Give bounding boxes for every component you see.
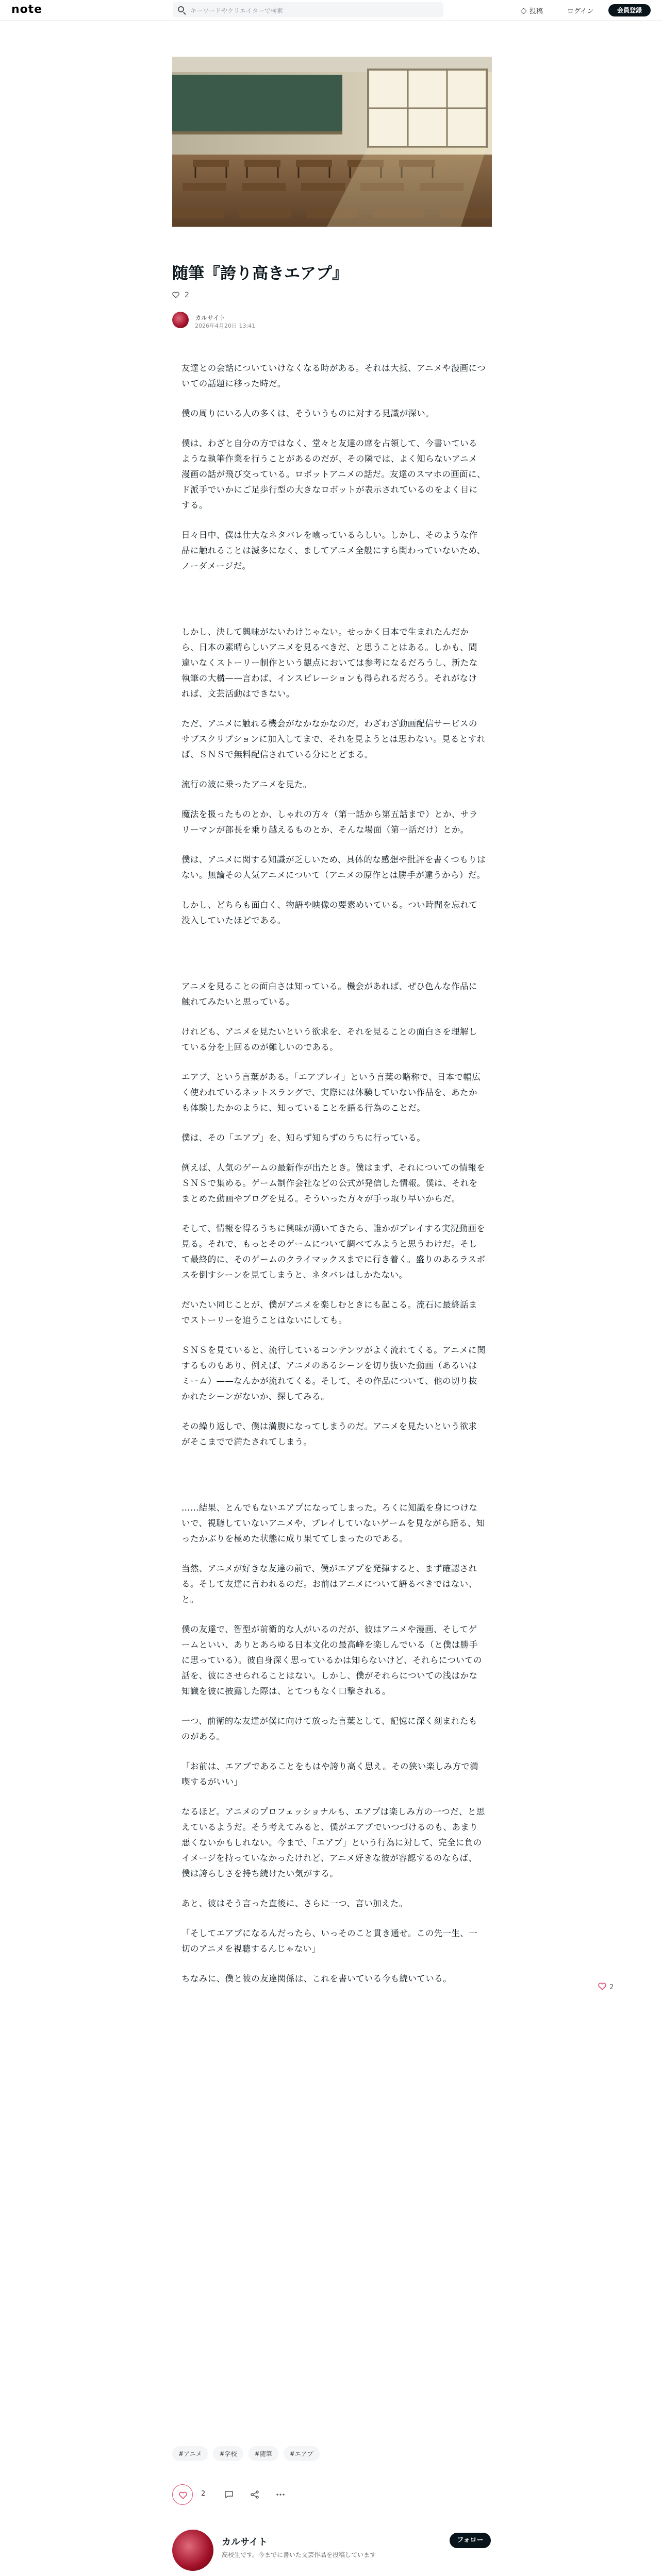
share-icon[interactable] — [250, 2489, 260, 2500]
section-break — [181, 588, 486, 624]
pen-icon — [520, 8, 526, 14]
paragraph: 流行の波に乗ったアニメを見た。 — [181, 779, 312, 789]
author-info[interactable] — [172, 312, 378, 329]
paragraph: ただ、アニメに触れる機会がなかなかなのだ。わざわざ動画配信サービスのサブスクリプションに加入してまで、それを見ようとは思わない。見るとすれば、ＳＮＳで無料配信されている分にとどまる。 — [181, 719, 486, 759]
paragraph: アニメを見ることの面白さは知っている。機会があれば、ぜひ色んな作品に触れてみたいと思っている。 — [181, 981, 477, 1007]
paragraph: 僕の友達で、智型が前衛的な人がいるのだが、彼はアニメや漫画、そしてゲームといい、ありとあらゆる日本文化の最高峰を楽しんでいる（と僕は勝手に思っている）。彼自身深く思っているかは知らないけど、それらについての話を、彼にさせられることはない。しかし、僕がそれらについての浅はかな知識を彼に披露した際は、とてつもなく口撃される。 — [181, 1624, 482, 1696]
paragraph: 僕は、アニメに関する知識が乏しいため、具体的な感想や批評を書くつもりはない。無論その人気アニメについて（アニメの原作とは勝手が違うから）だ。 — [181, 855, 486, 880]
paragraph: その繰り返しで、僕は満腹になってしまうのだ。アニメを見たいという欲求がそこまでで満たされてしまう。 — [181, 1421, 477, 1447]
paragraph: エアプ、という言葉がある。「エアプレイ」という言葉の略称で、日本で幅広く使われているネットスラングで、実際には体験していない作品を、あたかも体験したかのように、知っていることを語る行為のことだ。 — [181, 1072, 481, 1113]
creator-name[interactable]: カルサイト — [222, 2537, 268, 2548]
like-number: 2 — [185, 291, 189, 299]
heart-icon — [172, 292, 179, 298]
paragraph: 一つ、前衛的な友達が僕に向けて放った言葉として、記憶に深く刻まれたものがある。 — [181, 1716, 477, 1741]
hashtag[interactable]: #アニメ — [172, 2446, 208, 2461]
creator-avatar[interactable] — [172, 2530, 213, 2571]
paragraph: 当然、アニメが好きな友達の前で、僕がエアプを発揮すると、まず確認される。そして友達に言われるのだ。お前はアニメについて語るべきではない、と。 — [181, 1564, 477, 1604]
like-button[interactable] — [172, 2484, 193, 2505]
paragraph: 日々日中、僕は仕大なネタバレを喰っているらしい。しかし、そのような作品に触れることは滅多になく、ましてアニメ全般にすら関わっていないため、ノーダメージだ。 — [181, 530, 486, 571]
paragraph: なるほど。アニメのプロフェッショナルも、エアプは楽しみ方の一つだ、と思えているようだ。そう考えてみると、僕がエアプでいつづけるのも、あまり悪くないかもしれない。今まで、「エアプ」という行為に対して、完全に負のイメージを持っていなかったけれど、アニメ好きな彼が容認するのならば、僕は誇らしさを持ち続けたい気がする。 — [181, 1807, 485, 1878]
side-like-count: 2 — [609, 1984, 614, 1991]
paragraph: 「お前は、エアプであることをもはや誇り高く思え。その狭い楽しみ方で満喫するがいい」 — [181, 1761, 479, 1787]
hashtag[interactable]: #学校 — [213, 2446, 243, 2461]
paragraph: だいたい同じことが、僕がアニメを楽しむときにも起こる。流石に最終話までストーリーを追うことはないにしても。 — [181, 1300, 477, 1325]
like-count: 2 — [201, 2490, 206, 2498]
author-avatar[interactable] — [172, 312, 189, 328]
note-logo[interactable]: note — [11, 3, 43, 16]
paragraph: けれども、アニメを見たいという欲求を、それを見ることの面白さを理解している分を上回るのが難しいのである。 — [181, 1027, 477, 1052]
search-placeholder: キーワードやクリエイターで検索 — [190, 7, 283, 14]
paragraph: ＳＮＳを見ていると、流行しているコンテンツがよく流れてくる。アニメに関するものもあり、例えば、アニメのあるシーンを切り抜いた動画（あるいはミーム）——なんかが流れてくる。そして、その作品について、他の切り抜かれたシーンがないか、探してみる。 — [181, 1345, 486, 1401]
heart-icon — [179, 2492, 187, 2499]
paragraph: ちなみに、僕と彼の友達関係は、これを書いている今も続いている。 — [181, 1974, 452, 1984]
paragraph: 魔法を扱ったものとか、しゃれの方々（第一話から第五話まで）とか、サラリーマンが部長を乗り越えるものとか、そんな場面（第一話だけ）とか。 — [181, 809, 478, 835]
more-icon[interactable] — [275, 2489, 286, 2500]
post-label: 投稿 — [529, 8, 543, 15]
heart-icon — [598, 1982, 606, 1990]
post-button[interactable] — [521, 6, 543, 15]
side-like-button[interactable] — [598, 1982, 614, 1991]
login-button[interactable]: ログイン — [567, 8, 594, 15]
paragraph: 僕は、その「エアプ」を、知らず知らずのうちに行っている。 — [181, 1133, 426, 1143]
publish-date: 2026年4月20日 13:41 — [195, 323, 256, 329]
paragraph: そして、情報を得るうちに興味が湧いてきたら、誰かがプレイする実況動画を見る。それで、もっとそのゲームについて調べてみようと思うわけだ。そして最終的に、そのゲームのクライマックスまでに行き着く。盛りのあるラスボスを倒すシーンを見てしまうと、ネタバレはしかたない。 — [181, 1224, 486, 1280]
paragraph: 例えば、人気のゲームの最新作が出たとき。僕はまず、それについての情報をＳＮＳで集める。ゲーム制作会社などの公式が発信した情報。僕は、それをまとめた動画やブログを見る。そういった方々が手っ取り早いからだ。 — [181, 1163, 486, 1204]
site-header — [0, 0, 662, 21]
section-break — [181, 1464, 486, 1500]
paragraph: あと、彼はそう言った直後に、さらに一つ、言い加えた。 — [181, 1899, 408, 1908]
author-name[interactable]: カルサイト — [195, 314, 226, 321]
search-icon — [178, 6, 184, 12]
section-break — [181, 943, 486, 979]
paragraph: 友達との会話についていけなくなる時がある。それは大抵、アニメや漫画についての話題に移った時だ。 — [181, 363, 486, 388]
search-box[interactable] — [173, 2, 443, 18]
paragraph: ……結果、とんでもないエアプになってしまった。ろくに知識を身につけないで、視聴していないアニメや、プレイしていないゲームを見ながら語る、知ったかぶりを極めた状態に成り果ててしまったのである。 — [181, 1503, 485, 1544]
paragraph: しかし、決して興味がないわけじゃない。せっかく日本で生まれたんだから、日本の素晴らしいアニメを見るべきだ、と思うことはある。しかも、間違いなくストーリー制作という観点においては参考になるだろうし、新たな執筆の大構——言わば、インスピレーションも得られるだろう。それがなければ、文芸活動はできない。 — [181, 627, 478, 699]
comment-icon[interactable] — [224, 2489, 234, 2500]
signup-button[interactable]: 会員登録 — [608, 4, 651, 16]
paragraph: 僕の周りにいる人の多くは、そういうものに対する見識が深い。 — [181, 409, 435, 418]
paragraph: 僕は、わざと自分の方ではなく、堂々と友達の席を占領して、今書いているような執筆作業を行うことがあるのだが、その隣では、よく知らないアニメ漫画の話が飛び交っている。ロボットアニメの話だ。友達のスマホの画面に、ド派手でいかにご足歩行型の大きなロボットが表示されているのをよく目にする。 — [181, 438, 486, 510]
article-title: 随筆『誇り高きエアプ』 — [172, 264, 348, 283]
paragraph: 「そしてエアプになるんだったら、いっそのこと貫き通せ。この先一生、一切のアニメを視聴するんじゃない」 — [181, 1928, 478, 1954]
follow-button[interactable]: フォロー — [450, 2533, 491, 2548]
hashtag[interactable]: #随筆 — [249, 2446, 278, 2461]
article-actions — [172, 2484, 492, 2505]
creator-profile — [172, 2530, 492, 2576]
article-body — [181, 361, 486, 2001]
top-like-count[interactable] — [172, 291, 189, 299]
paragraph: しかし、どちらも面白く、物語や映像の要素めいている。つい時間を忘れて没入していたほどである。 — [181, 900, 478, 925]
hashtag-list — [172, 2446, 320, 2461]
hashtag[interactable]: #エアプ — [284, 2446, 320, 2461]
article-header-image — [172, 57, 492, 227]
creator-bio: 高校生です。今までに書いた文芸作品を投稿しています — [222, 2551, 376, 2558]
